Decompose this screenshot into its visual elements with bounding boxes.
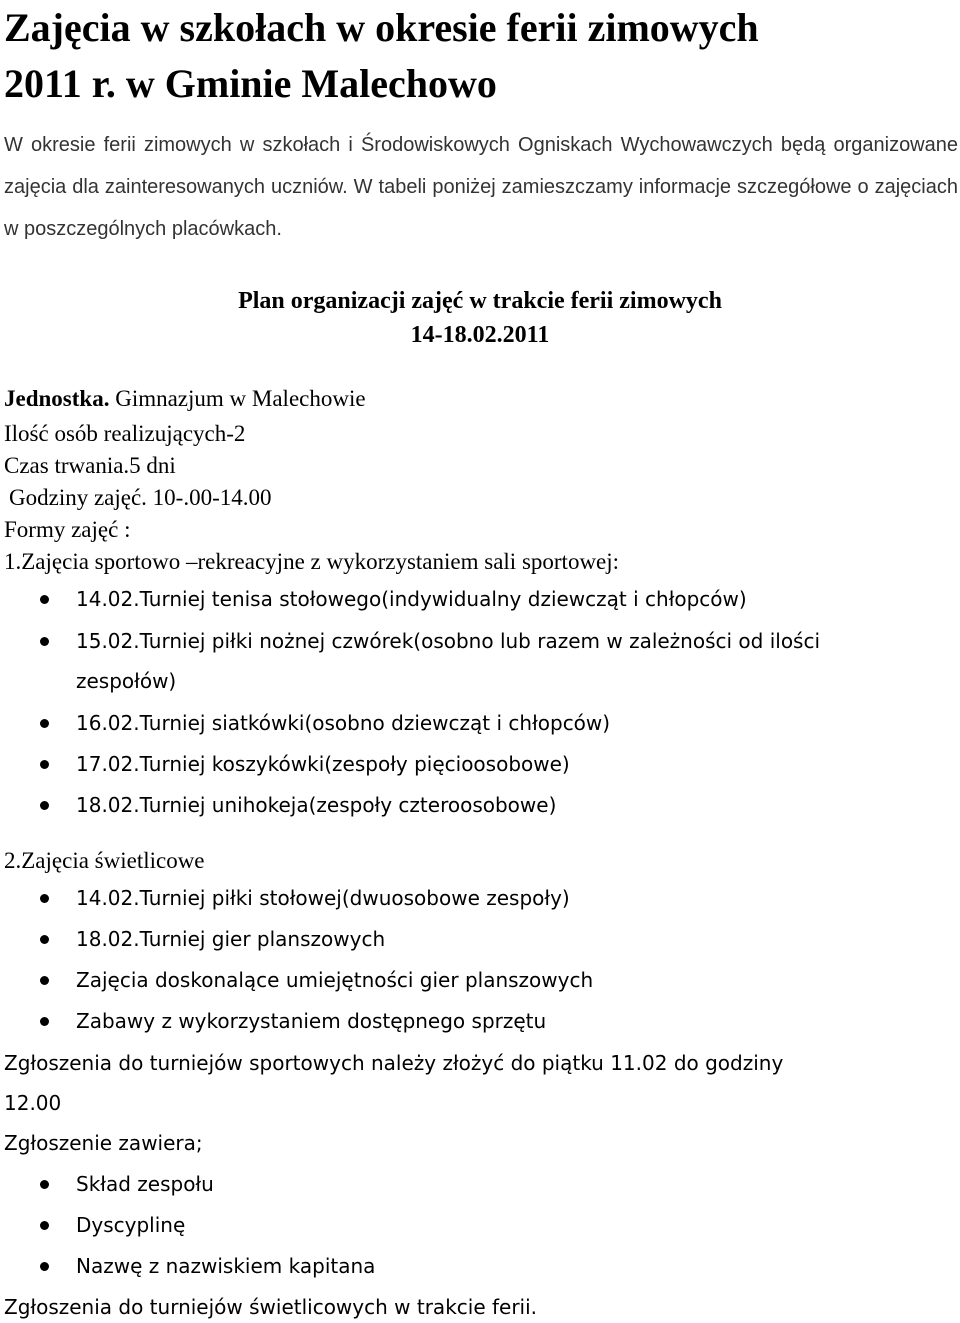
duration-line: Czas trwania.5 dni xyxy=(4,453,176,478)
list-item: Zajęcia doskonalące umiejętności gier planszowych xyxy=(0,965,593,1006)
registration-footer: Zgłoszenia do turniejów świetlicowych w trakcie ferii. xyxy=(4,1295,538,1319)
bullet-icon xyxy=(40,719,49,728)
registration-deadline-line1: Zgłoszenia do turniejów sportowych należy złożyć do piątku 11.02 do godziny xyxy=(4,1051,784,1075)
registration-list xyxy=(0,1169,375,1292)
list-item: 14.02.Turniej tenisa stołowego(indywidualny dziewcząt i chłopców) xyxy=(0,584,820,626)
list-item: Zabawy z wykorzystaniem dostępnego sprzętu xyxy=(0,1006,593,1047)
bullet-icon xyxy=(40,801,49,810)
list-item: 16.02.Turniej siatkówki(osobno dziewcząt i chłopców) xyxy=(0,708,820,749)
list-item-continuation: zespołów) xyxy=(76,669,177,693)
list-item: 18.02.Turniej gier planszowych xyxy=(0,924,593,965)
bullet-icon xyxy=(40,1221,49,1230)
registration-deadline-line2: 12.00 xyxy=(4,1091,62,1115)
section2-heading: 2.Zajęcia świetlicowe xyxy=(4,848,205,873)
intro-paragraph: W okresie ferii zimowych w szkołach i Środowiskowych Ogniskach Wychowawczych będą organizowane zajęcia dla zainteresowanych uczniów. W tabeli poniżej zamieszczamy informacje szczegółowe o zajęciach w poszczególnych placówkach. xyxy=(4,134,958,240)
title-line-2: 2011 r. w Gminie Malechowo xyxy=(4,61,497,106)
section2-list xyxy=(0,883,593,1047)
list-item: Nazwę z nazwiskiem kapitana xyxy=(0,1251,375,1292)
bullet-icon xyxy=(40,935,49,944)
section1-list xyxy=(0,584,820,831)
plan-dates: 14-18.02.2011 xyxy=(410,322,550,348)
unit-name: Gimnazjum w Malechowie xyxy=(115,386,366,411)
bullet-icon xyxy=(40,894,49,903)
unit-label: Jednostka. xyxy=(4,386,110,411)
plan-heading xyxy=(0,284,960,352)
registration-contains: Zgłoszenie zawiera; xyxy=(4,1131,203,1155)
list-item: 14.02.Turniej piłki stołowej(dwuosobowe zespoły) xyxy=(0,883,593,924)
section1-heading: 1.Zajęcia sportowo –rekreacyjne z wykorzystaniem sali sportowej: xyxy=(4,549,620,574)
forms-line: Formy zajęć : xyxy=(4,517,131,542)
document-title xyxy=(4,0,954,112)
persons-line: Ilość osób realizujących-2 xyxy=(4,421,246,446)
list-item: Dyscyplinę xyxy=(0,1210,375,1251)
plan-title: Plan organizacji zajęć w trakcie ferii zimowych xyxy=(238,288,722,314)
list-item: Skład zespołu xyxy=(0,1169,375,1210)
bullet-icon xyxy=(40,1262,49,1271)
bullet-icon xyxy=(40,1180,49,1189)
bullet-icon xyxy=(40,595,49,604)
bullet-icon xyxy=(40,976,49,985)
title-line-1: Zajęcia w szkołach w okresie ferii zimowych xyxy=(4,5,759,50)
unit-line xyxy=(4,384,366,414)
list-item: 17.02.Turniej koszykówki(zespoły pięcioosobowe) xyxy=(0,749,820,790)
bullet-icon xyxy=(40,760,49,769)
bullet-icon xyxy=(40,1017,49,1026)
bullet-icon xyxy=(40,637,49,646)
hours-line: Godziny zajęć. 10-.00-14.00 xyxy=(9,485,272,510)
list-item: 15.02.Turniej piłki nożnej czwórek(osobno lub razem w zależności od ilości xyxy=(0,626,820,666)
list-item: 18.02.Turniej unihokeja(zespoły czteroosobowe) xyxy=(0,790,820,831)
